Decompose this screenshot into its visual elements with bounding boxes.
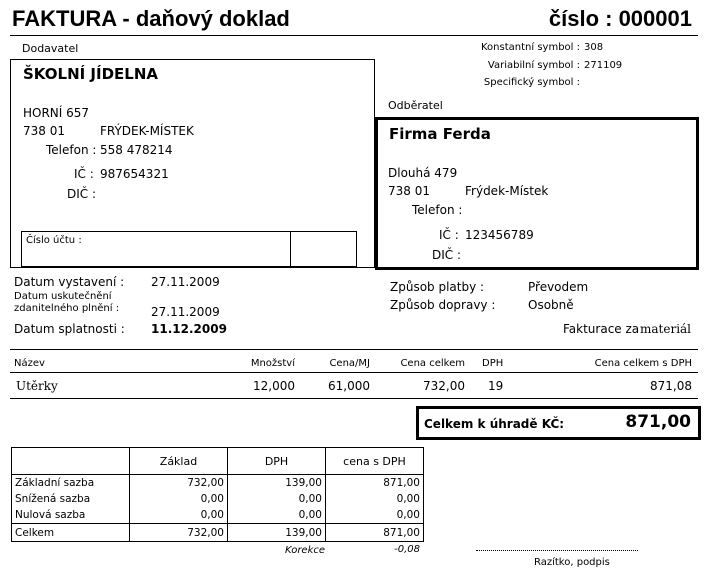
vat-summary-table xyxy=(11,447,424,542)
constant-symbol-label: Konstantní symbol : xyxy=(481,42,580,53)
transport-label: Způsob dopravy : xyxy=(390,298,496,312)
supplier-city: FRÝDEK-MÍSTEK xyxy=(100,124,194,138)
vat-row-base: 732,00 xyxy=(130,475,228,492)
account-label: Číslo účtu : xyxy=(26,235,82,246)
payment-method: Převodem xyxy=(528,280,589,294)
payment-method-label: Způsob platby : xyxy=(390,280,485,294)
customer-name: Firma Ferda xyxy=(389,125,491,143)
vat-total-label: Celkem xyxy=(12,524,130,542)
items-header-total: Cena celkem xyxy=(400,358,465,369)
items-header-divider xyxy=(10,372,698,373)
table-row xyxy=(12,507,424,524)
vat-total-base: 732,00 xyxy=(130,524,228,542)
taxable-date: 27.11.2009 xyxy=(151,305,220,319)
customer-zip: 738 01 xyxy=(388,184,430,198)
variable-symbol: 271109 xyxy=(584,60,623,71)
item-qty: 12,000 xyxy=(253,379,295,393)
correction-label: Korekce xyxy=(285,545,326,556)
customer-ic-label: IČ : xyxy=(439,228,459,242)
table-row xyxy=(12,475,424,492)
variable-symbol-label: Variabilní symbol : xyxy=(487,60,580,71)
vat-header-total: cena s DPH xyxy=(326,448,424,475)
customer-section-label: Odběratel xyxy=(388,99,443,112)
signature-line xyxy=(476,550,638,551)
correction-value: -0,08 xyxy=(394,544,420,555)
item-total-vat: 871,08 xyxy=(650,379,692,393)
items-header-name: Název xyxy=(14,358,45,369)
vat-row-total: 0,00 xyxy=(326,507,424,524)
constant-symbol: 308 xyxy=(584,42,604,53)
vat-summary-header-row xyxy=(12,448,424,475)
specific-symbol-label: Specifický symbol : xyxy=(483,77,580,88)
signature-label: Razítko, podpis xyxy=(534,557,610,568)
supplier-name: ŠKOLNÍ JÍDELNA xyxy=(23,65,158,83)
issued-date: 27.11.2009 xyxy=(151,275,220,289)
account-box-divider xyxy=(290,231,291,267)
item-unit-price: 61,000 xyxy=(328,379,370,393)
vat-row-total: 871,00 xyxy=(326,475,424,492)
total-label: Celkem k úhradě KČ: xyxy=(424,417,565,431)
invoice-title: FAKTURA - daňový doklad xyxy=(12,6,290,31)
billing-label: Fakturace za xyxy=(563,322,640,336)
supplier-zip: 738 01 xyxy=(23,124,65,138)
customer-ic: 123456789 xyxy=(465,228,534,242)
item-name: Utěrky xyxy=(16,379,58,393)
billing-value: materiál xyxy=(640,322,692,336)
vat-row-total: 0,00 xyxy=(326,491,424,507)
table-row xyxy=(12,491,424,507)
vat-header-vat: DPH xyxy=(228,448,326,475)
vat-header-empty xyxy=(12,448,130,475)
due-date: 11.12.2009 xyxy=(151,322,227,336)
vat-total-total: 871,00 xyxy=(326,524,424,542)
vat-row-vat: 139,00 xyxy=(228,475,326,492)
vat-row-base: 0,00 xyxy=(130,507,228,524)
customer-phone-label: Telefon : xyxy=(412,203,463,217)
items-header-vat: DPH xyxy=(482,358,504,369)
customer-dic-label: DIČ : xyxy=(432,248,462,262)
total-value: 871,00 xyxy=(625,412,691,432)
supplier-phone-label: Telefon : xyxy=(46,143,97,157)
due-date-label: Datum splatnosti : xyxy=(14,322,125,336)
items-header-unit-price: Cena/MJ xyxy=(329,358,370,369)
invoice-number: číslo : 000001 xyxy=(548,6,692,31)
vat-row-label: Nulová sazba xyxy=(12,507,130,524)
supplier-dic-label: DIČ : xyxy=(67,187,97,201)
taxable-date-label-line1: Datum uskutečnění xyxy=(14,291,112,302)
items-bottom-divider xyxy=(10,398,698,399)
items-header-qty: Množství xyxy=(250,358,295,369)
vat-total-row xyxy=(12,524,424,542)
vat-row-base: 0,00 xyxy=(130,491,228,507)
vat-row-label: Snížená sazba xyxy=(12,491,130,507)
items-header-total-vat: Cena celkem s DPH xyxy=(594,358,692,369)
items-top-divider xyxy=(10,349,698,350)
customer-city: Frýdek-Místek xyxy=(465,184,549,198)
item-total: 732,00 xyxy=(423,379,465,393)
vat-row-label: Základní sazba xyxy=(12,475,130,492)
vat-row-vat: 0,00 xyxy=(228,507,326,524)
supplier-street: HORNÍ 657 xyxy=(23,106,90,120)
vat-row-vat: 0,00 xyxy=(228,491,326,507)
vat-total-vat: 139,00 xyxy=(228,524,326,542)
supplier-ic-label: IČ : xyxy=(74,167,94,181)
header-divider xyxy=(10,35,698,36)
supplier-phone: 558 478214 xyxy=(100,143,173,157)
transport: Osobně xyxy=(528,298,574,312)
issued-date-label: Datum vystavení : xyxy=(14,275,125,289)
supplier-section-label: Dodavatel xyxy=(22,42,79,55)
taxable-date-label-line2: zdanitelného plnění : xyxy=(14,303,120,314)
item-vat: 19 xyxy=(488,379,504,393)
supplier-ic: 987654321 xyxy=(100,167,169,181)
customer-street: Dlouhá 479 xyxy=(388,166,458,180)
vat-header-base: Základ xyxy=(130,448,228,475)
